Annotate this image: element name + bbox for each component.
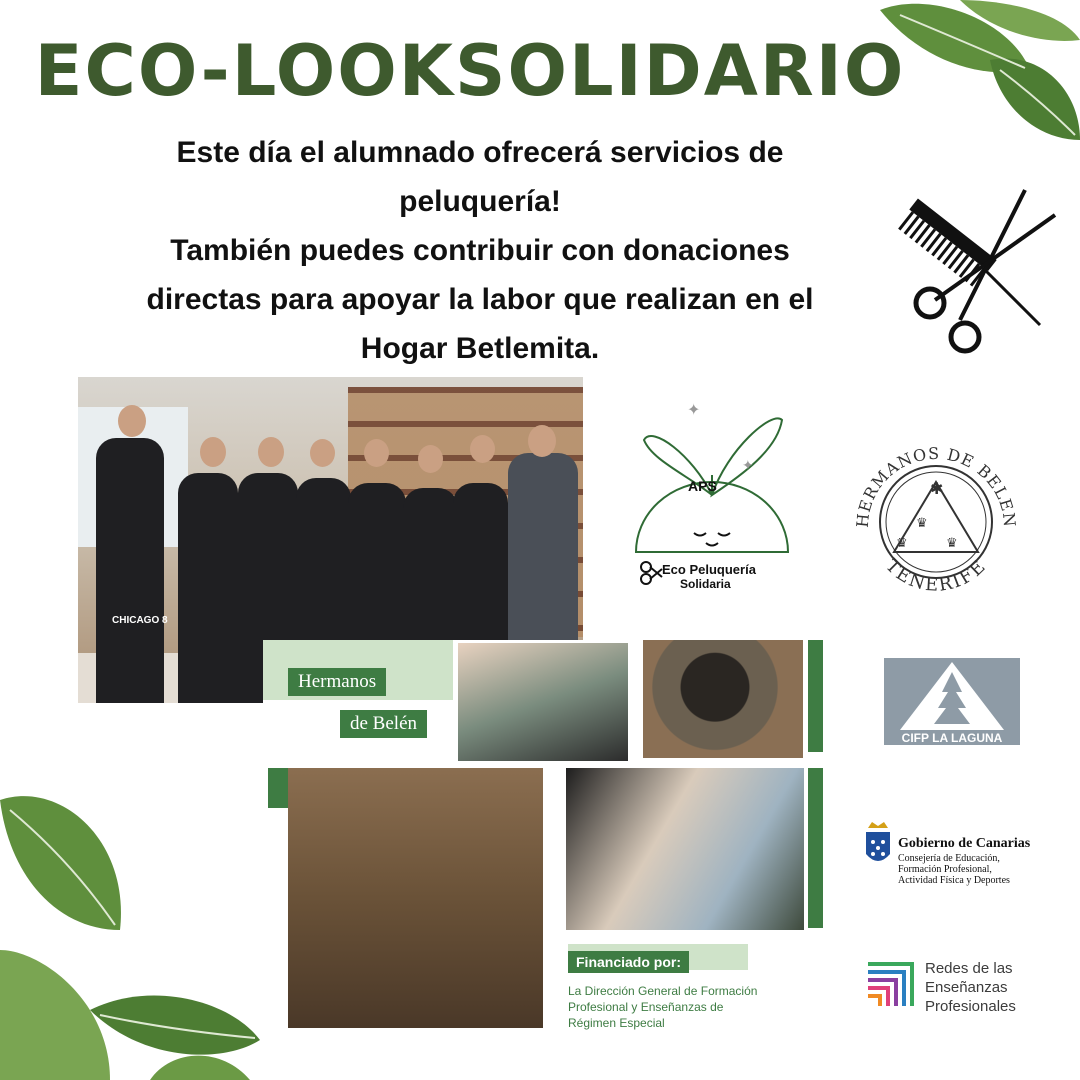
photo-head: [310, 439, 335, 467]
intro-line: Este día el alumnado ofrecerá servicios de: [176, 136, 784, 169]
cifp-name: CIFP LA LAGUNA: [884, 731, 1020, 745]
jersey-number: 8: [162, 615, 168, 626]
hermanos-de-belen-seal: [848, 432, 1024, 612]
intro-line: También puedes contribuir con donaciones: [170, 234, 790, 267]
svg-text:♛: ♛: [946, 535, 958, 550]
collage-photo-planting: [288, 768, 543, 1028]
svg-text:♛: ♛: [916, 515, 928, 530]
svg-text:✦: ✦: [742, 457, 754, 473]
intro-text: [70, 128, 890, 373]
photo-person: [96, 438, 164, 703]
photo-head: [528, 425, 556, 457]
redes-name: [925, 959, 1065, 1016]
project-collage: [263, 640, 843, 1035]
svg-text:TENERIFE: [881, 555, 991, 596]
poster-title: ECO-LOOKSOLIDARIO: [34, 30, 906, 112]
photo-person: [178, 473, 238, 703]
seal-top-text: HERMANOS DE BELEN: [852, 443, 1020, 529]
collage-band: [808, 768, 823, 928]
photo-head: [258, 437, 284, 467]
gobierno-sub-line: Formación Profesional,: [898, 864, 992, 875]
photo-head: [118, 405, 146, 437]
aps-line2: Solidaria: [680, 577, 731, 591]
leaves-decoration-bottom: [0, 780, 280, 1080]
financed-line: Profesional y Enseñanzas de: [568, 1000, 724, 1014]
jersey-name: CHICAGO: [112, 615, 160, 626]
intro-line: directas para apoyar la labor que realizan en el: [146, 283, 814, 316]
gobierno-crest-icon: [864, 818, 892, 870]
svg-text:♛: ♛: [896, 535, 908, 550]
redes-line: Redes de las: [925, 960, 1013, 977]
collage-photo-hair-bucket: [643, 640, 803, 758]
redes-line: Profesionales: [925, 998, 1016, 1015]
aps-acronym: APS: [688, 478, 717, 494]
photo-head: [418, 445, 443, 473]
financed-line: La Dirección General de Formación: [568, 984, 758, 998]
jersey-text: [112, 615, 168, 626]
financed-label: Financiado por:: [568, 951, 689, 973]
comb-and-scissors-icon: [890, 185, 1060, 360]
intro-line: peluquería!: [399, 185, 561, 218]
svg-text:✱: ✱: [930, 481, 944, 498]
gobierno-sub-line: Actividad Física y Deportes: [898, 875, 1010, 886]
seal-bottom-text: TENERIFE: [881, 555, 991, 596]
collage-label-line1: Hermanos: [288, 668, 386, 696]
intro-line: Hogar Betlemita.: [360, 332, 600, 365]
financed-text: [568, 983, 838, 1031]
svg-text:✦: ✦: [687, 402, 701, 419]
collage-photo-salon: [458, 643, 628, 761]
financed-line: Régimen Especial: [568, 1016, 665, 1030]
photo-head: [200, 437, 226, 467]
photo-head: [470, 435, 495, 463]
collage-photo-haircut: [566, 768, 804, 930]
collage-band: [268, 768, 288, 808]
gobierno-sub-line: Consejería de Educación,: [898, 853, 1000, 864]
photo-head: [364, 439, 389, 467]
collage-band: [808, 640, 823, 752]
redes-line: Enseñanzas: [925, 979, 1008, 996]
gobierno-subtitle: [898, 853, 1058, 886]
gobierno-title: Gobierno de Canarias: [898, 836, 1031, 851]
redes-logo-icon: [866, 960, 916, 1010]
collage-label-line2: de Belén: [340, 710, 427, 738]
aps-line1: Eco Peluquería: [662, 562, 756, 577]
